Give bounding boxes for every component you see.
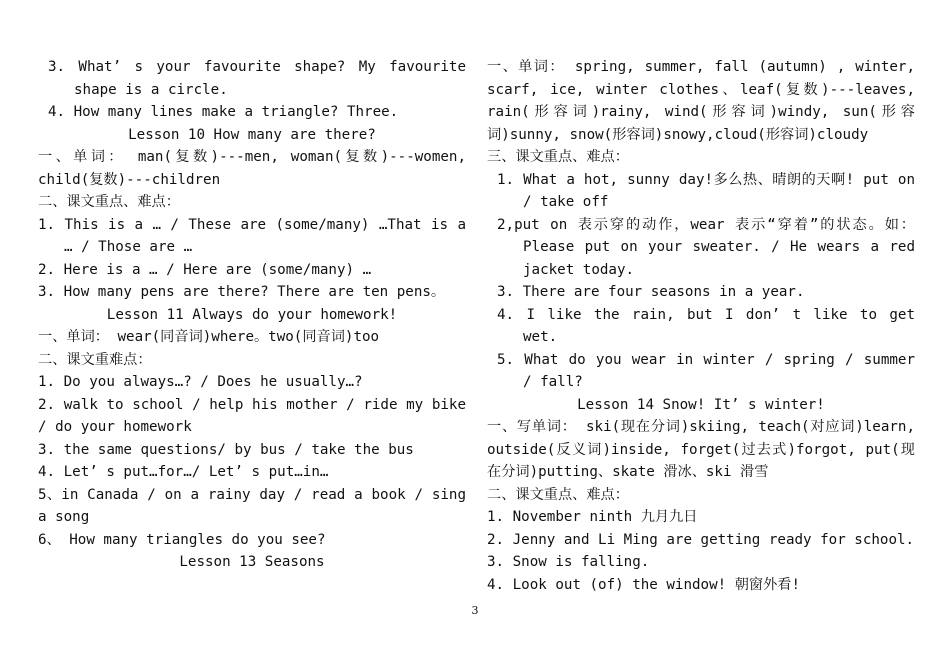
- left-column-line: 一、单词： man(复数)---men, woman(复数)---women, child(复数)---children: [38, 149, 466, 188]
- right-column-line: 1. November ninth 九月九日: [487, 509, 698, 525]
- left-column: [38, 56, 466, 574]
- left-column-line: 4. Let’ s put…for…/ Let’ s put…in…: [38, 464, 329, 480]
- right-column-line: 一、写单词： ski(现在分词)skiing, teach(对应词)learn, outside(反义词)inside, forget(过去式)forgot, put(现在分词)putting、skate 滑冰、ski 滑雪: [487, 419, 915, 480]
- left-column-line: 二、课文重难点：: [38, 351, 152, 368]
- left-column-line: 3. What’ s your favourite shape? My favourite shape is a circle.: [48, 59, 466, 98]
- right-column: [487, 56, 915, 596]
- right-column-line: 二、课文重点、难点：: [487, 486, 629, 503]
- left-column-line: 4. How many lines make a triangle? Three.: [48, 104, 399, 120]
- left-column-line: 二、课文重点、难点：: [38, 194, 180, 210]
- right-column-line: 三、课文重点、难点：: [487, 149, 629, 165]
- left-column-line: Lesson 10 How many are there?: [128, 126, 376, 143]
- right-column-line: 2,put on 表示穿的动作，wear 表示“穿着”的状态。如：Please put on your sweater. / He wears a red jacket today.: [497, 216, 915, 278]
- left-column-line: Lesson 13 Seasons: [179, 554, 325, 570]
- left-column-line: 3. How many pens are there? There are ten pens。: [38, 284, 446, 300]
- left-column-line: 5、in Canada / on a rainy day / read a book / sing a song: [38, 486, 466, 525]
- right-column-line: 4. I like the rain, but I don’ t like to get wet.: [497, 306, 915, 345]
- left-column-line: 一、单词： wear(同音词)where。two(同音词)too: [38, 329, 380, 345]
- right-column-line: 5. What do you wear in winter / spring / summer / fall?: [497, 351, 915, 390]
- left-column-line: Lesson 11 Always do your homework!: [106, 306, 398, 323]
- page-number: 3: [471, 604, 479, 617]
- left-column-line: 2. Here is a … / Here are (some/many) …: [38, 261, 372, 278]
- right-column-line: 2. Jenny and Li Ming are getting ready for school.: [487, 531, 915, 548]
- right-column-line: 一、单词： spring, summer, fall (autumn) , winter, scarf, ice, winter clothes、leaf(复数)---leaves, rain(形容词)rainy, wind(形容词)windy, sun(形容词)sunny, snow(形容词)snowy,cloud(形容词)cloudy: [487, 59, 915, 143]
- left-column-line: 6、 How many triangles do you see?: [38, 531, 326, 548]
- right-column-line: 3. There are four seasons in a year.: [497, 284, 805, 300]
- left-column-line: 1. This is a … / These are (some/many) …That is a … / Those are …: [38, 216, 466, 255]
- right-column-line: 3. Snow is falling.: [487, 554, 650, 570]
- left-column-line: 3. the same questions/ by bus / take the bus: [38, 441, 414, 458]
- right-column-line: 4. Look out (of) the window! 朝窗外看!: [487, 576, 800, 593]
- left-column-line: 2. walk to school / help his mother / ride my bike / do your homework: [38, 396, 466, 435]
- left-column-line: 1. Do you always…? / Does he usually…?: [38, 374, 363, 390]
- right-column-line: Lesson 14 Snow! It’ s winter!: [577, 396, 825, 413]
- right-column-line: 1. What a hot, sunny day!多么热、晴朗的天啊! put on / take off: [497, 171, 915, 210]
